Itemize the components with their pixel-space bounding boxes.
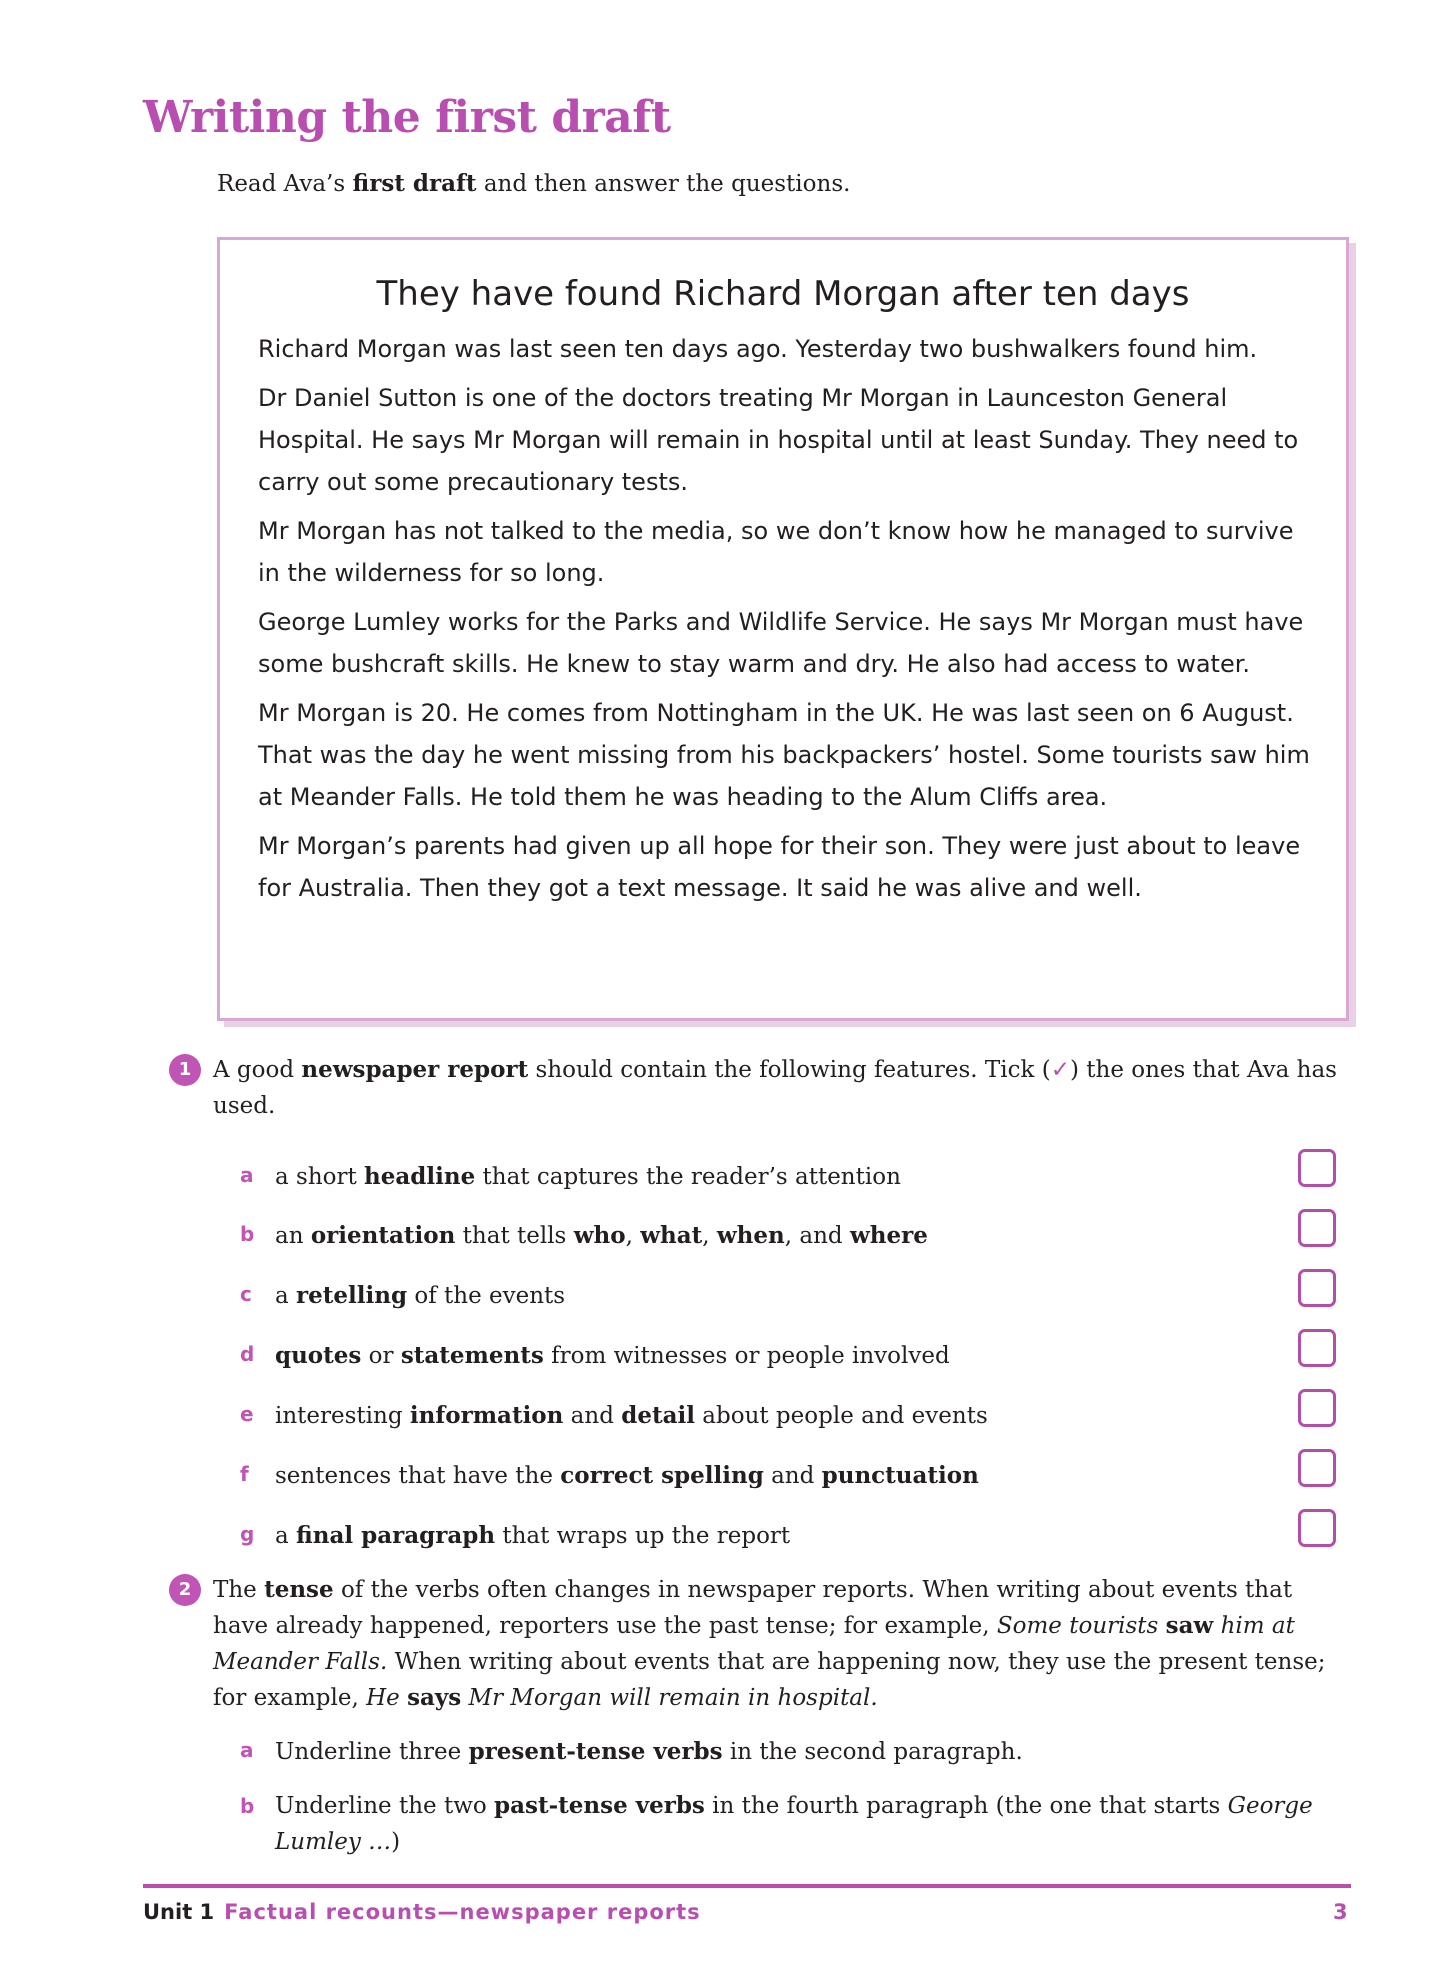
intro-pre: Read Ava’s (217, 171, 353, 197)
item-letter: e (240, 1402, 254, 1426)
feature-item-a (240, 1163, 901, 1190)
item-text: of the events (407, 1283, 566, 1309)
item-bold: when (716, 1222, 785, 1249)
item-letter: a (240, 1163, 254, 1187)
q2-example: him at Meander Falls. (213, 1613, 1295, 1675)
q1-text: A good (213, 1057, 302, 1083)
q1-bold: newspaper report (301, 1056, 529, 1083)
item-text: , and (784, 1223, 850, 1249)
item-bold: retelling (296, 1282, 408, 1309)
item-text: and (563, 1403, 622, 1429)
item-letter: a (240, 1738, 254, 1762)
question-number-badge: 1 (169, 1054, 201, 1086)
item-bold: statements (400, 1342, 544, 1369)
checkbox-c[interactable] (1298, 1269, 1336, 1307)
checkbox-f[interactable] (1298, 1449, 1336, 1487)
item-text: a (275, 1523, 297, 1549)
q2-item-a (240, 1738, 1023, 1765)
checkbox-g[interactable] (1298, 1509, 1336, 1547)
feature-item-e (240, 1402, 988, 1429)
q2-example: Mr Morgan will remain in hospital. (461, 1685, 878, 1711)
item-bold: information (409, 1402, 564, 1429)
item-text: , (625, 1223, 641, 1249)
draft-paragraph: Mr Morgan is 20. He comes from Nottingham in the UK. He was last seen on 6 August. That was the day he went missing from his backpackers’ hostel. Some tourists saw him at Meander Falls. He told them he was heading to the Alum Cliffs area. (258, 699, 1310, 811)
item-letter: b (240, 1794, 255, 1818)
intro-bold: first draft (352, 170, 477, 197)
draft-paragraph: Mr Morgan has not talked to the media, so we don’t know how he managed to survive in the wilderness for so long. (258, 517, 1294, 587)
item-text: an (275, 1223, 311, 1249)
item-letter: c (240, 1282, 252, 1306)
item-text: about people and events (694, 1403, 988, 1429)
footer (143, 1900, 701, 1924)
intro-post: and then answer the questions. (476, 171, 851, 197)
q1-text: ) the ones that Ava has used. (213, 1057, 1337, 1119)
feature-item-d (240, 1342, 950, 1369)
feature-item-f (240, 1462, 979, 1489)
item-text: and (763, 1463, 822, 1489)
item-bold: quotes (275, 1342, 362, 1369)
item-example: George Lumley … (275, 1793, 1313, 1855)
item-bold: headline (364, 1163, 476, 1190)
checkbox-e[interactable] (1298, 1389, 1336, 1427)
question-1 (178, 1052, 1343, 1124)
item-text: , (702, 1223, 717, 1249)
page-number: 3 (1333, 1900, 1348, 1924)
item-letter: b (240, 1222, 255, 1246)
item-bold: correct spelling (560, 1462, 764, 1489)
page-title: Writing the first draft (143, 92, 671, 143)
item-text: that tells (455, 1223, 574, 1249)
draft-paragraph: Mr Morgan’s parents had given up all hope for their son. They were just about to leave for Australia. Then they got a text message. It said he was alive and well. (258, 832, 1301, 902)
item-text: sentences that have the (275, 1463, 561, 1489)
item-text: that captures the reader’s attention (475, 1164, 901, 1190)
q2-example: Some tourists (996, 1613, 1166, 1639)
footer-subtitle: Factual recounts—newspaper reports (224, 1900, 701, 1924)
item-bold: present-tense verbs (468, 1738, 723, 1765)
item-text: interesting (275, 1403, 410, 1429)
q2-bold: tense (264, 1576, 334, 1603)
draft-headline: They have found Richard Morgan after ten days (376, 274, 1190, 314)
draft-box (217, 237, 1349, 1021)
q1-text: should contain the following features. Tick ( (528, 1057, 1051, 1083)
checkbox-a[interactable] (1298, 1149, 1336, 1187)
feature-item-g (240, 1522, 791, 1549)
footer-unit: Unit 1 (143, 1900, 215, 1924)
feature-item-b (240, 1222, 928, 1249)
draft-body (258, 328, 1316, 909)
item-text: Underline three (275, 1739, 469, 1765)
item-letter: d (240, 1342, 255, 1366)
feature-item-c (240, 1282, 566, 1309)
draft-paragraph: Dr Daniel Sutton is one of the doctors treating Mr Morgan in Launceston General Hospital. He says Mr Morgan will remain in hospital until at least Sunday. They need to carry out some precautionary tests. (258, 384, 1299, 496)
draft-paragraph: George Lumley works for the Parks and Wildlife Service. He says Mr Morgan must have some bushcraft skills. He knew to stay warm and dry. He also had access to water. (258, 608, 1304, 678)
item-bold: what (640, 1222, 703, 1249)
item-text: or (361, 1343, 401, 1369)
item-text: Underline the two (275, 1793, 495, 1819)
q2-example: He (366, 1685, 408, 1711)
intro-text (217, 170, 850, 197)
item-text: in the fourth paragraph (the one that starts (704, 1793, 1228, 1819)
q2-bold: says (407, 1684, 462, 1711)
checkbox-b[interactable] (1298, 1209, 1336, 1247)
q2-text: of the verbs often changes in newspaper reports. When writing about events that have already happened, reporters use the past tense; for example, (213, 1577, 1293, 1639)
q2-bold: saw (1165, 1612, 1214, 1639)
q2-text: The (213, 1577, 265, 1603)
q2-text: When writing about events that are happening now, they use the present tense; for example, (213, 1649, 1326, 1711)
checkbox-d[interactable] (1298, 1329, 1336, 1367)
item-bold: where (849, 1222, 928, 1249)
item-text: in the second paragraph. (722, 1739, 1023, 1765)
item-letter: f (240, 1462, 249, 1486)
draft-paragraph: Richard Morgan was last seen ten days ago. Yesterday two bushwalkers found him. (258, 335, 1258, 363)
tick-icon: ✓ (1050, 1057, 1070, 1083)
item-text: a (275, 1283, 297, 1309)
item-letter: g (240, 1522, 255, 1546)
item-text: ) (391, 1829, 401, 1855)
item-bold: punctuation (821, 1462, 979, 1489)
item-text: that wraps up the report (495, 1523, 791, 1549)
item-bold: past-tense verbs (494, 1792, 705, 1819)
question-number-badge: 2 (169, 1574, 201, 1606)
item-bold: detail (621, 1402, 695, 1429)
item-bold: who (573, 1222, 626, 1249)
item-bold: orientation (310, 1222, 456, 1249)
footer-divider (143, 1884, 1351, 1888)
item-bold: final paragraph (296, 1522, 496, 1549)
item-text: a short (275, 1164, 365, 1190)
question-2 (178, 1572, 1343, 1716)
item-text: from witnesses or people involved (543, 1343, 950, 1369)
q2-item-b (240, 1788, 1345, 1860)
